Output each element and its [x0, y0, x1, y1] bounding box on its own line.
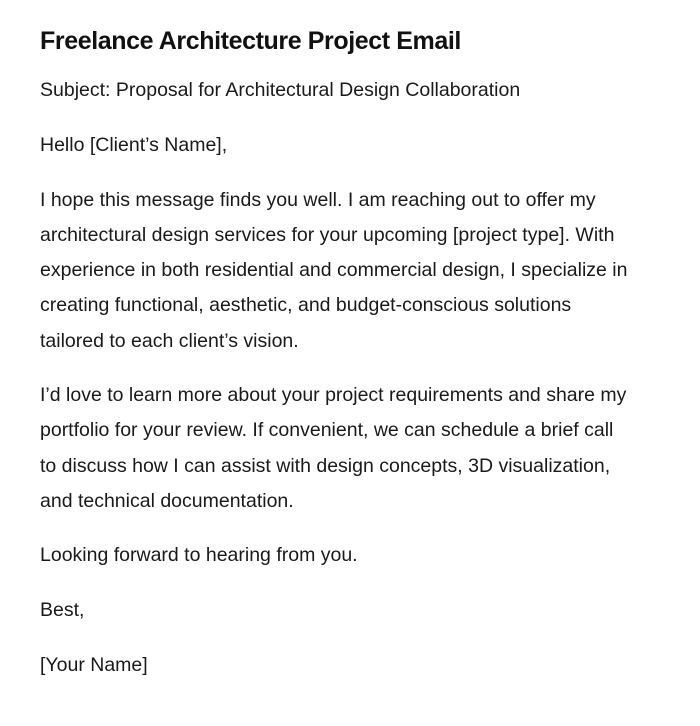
email-body-paragraph-2: I’d love to learn more about your project requirements and share my portfolio for your review. If convenient, we can schedule a brief call to discuss how I can assist with design concepts, 3D visualization, and technical documentation.	[40, 384, 627, 512]
email-greeting: Hello [Client’s Name],	[40, 133, 228, 156]
email-body-paragraph-1: I hope this message finds you well. I am reaching out to offer my architectural design services for your upcoming [project type]. With experience in both residential and commercial design, I specialize in creating functional, aesthetic, and budget-conscious solutions tailored to each client’s vision.	[40, 188, 628, 352]
email-subject: Subject: Proposal for Architectural Design Collaboration	[40, 79, 521, 101]
page-title: Freelance Architecture Project Email	[40, 27, 461, 55]
email-signoff: Best,	[40, 599, 85, 622]
email-closing-line: Looking forward to hearing from you.	[40, 544, 358, 567]
email-signature: [Your Name]	[40, 653, 148, 676]
